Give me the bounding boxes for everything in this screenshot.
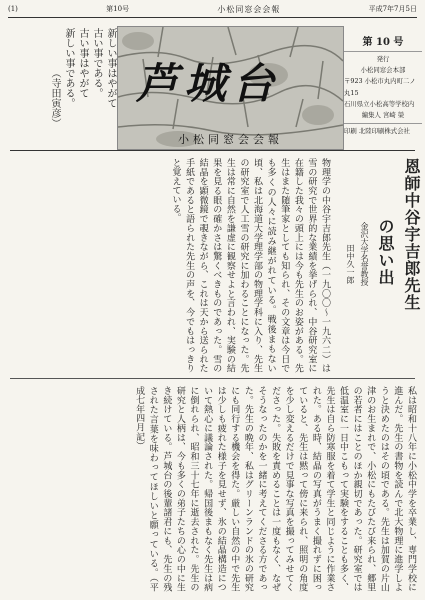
author-affiliation: 金沢大学名誉教授 (360, 222, 369, 286)
info-label-publish: 発行 (376, 55, 390, 63)
motto-line: 古い事はやがて (77, 28, 88, 98)
motto-line: 古い事である。 (91, 28, 102, 98)
running-header (8, 2, 417, 16)
paper-name: 小松同窓会会報 (217, 4, 281, 14)
divider (344, 51, 422, 52)
section-rule (10, 150, 415, 151)
masthead-subtitle: 小松同窓会会報 (178, 133, 283, 146)
publication-info (344, 36, 422, 137)
section-rule (10, 378, 415, 379)
info-issue: 第 10 号 (362, 37, 404, 48)
info-publisher: 小松同窓会本部 (360, 66, 406, 75)
masthead-photo (117, 26, 344, 150)
header-rule (8, 17, 417, 18)
motto-quote (49, 28, 116, 138)
article-title-line: の思い出 (376, 218, 395, 286)
info-address: 〒923 小松市丸内町二ノ丸15 (344, 77, 416, 97)
info-printer: 印刷 北陸印刷株式会社 (344, 127, 410, 136)
motto-line: 新しい事はやがて (105, 28, 116, 108)
page-number: (1) (8, 5, 18, 13)
author-name: 田中久一郎 (346, 244, 355, 284)
article-body-lower: 私は昭和十八年に小松中学を卒業し、専門学校に進んだ。先生の書物を読んで北大物理に進学しようと決めたのはその頃である。先生は加賀の片山津のお生まれで、小松にもたびたび来られ、郷里の若者にはことのほか親切であった。研究室では低温室に一日中こもって実験をすることも多く、先生は自ら防寒服を着て学生と同じように作業された。ある時、結晶の写真がうまく撮れずに困っていると、先生は黙って傍に来られ、照明の角度を少し変えるだけで見事な写真を撮ってみせてくださった。失敗を責めることは一度もなく、なぜそうなったのかを一緒に考えてくださる方であった。先生の晩年、私はグリーンランドの氷の研究にも同行する機会を得た。厳しい自然の中で先生は少しも疲れた様子を見せず、氷の結晶構造について熱心に議論された。帰国後まもなく先生は病に倒れられ、昭和三十七年に逝去された。先生の研究と人柄は、今も多くの弟子たちの心の中に生き続けている。芦城台の後輩諸君にも、先生の残された言葉を味わってほしいと願っている。（平成七年四月記） (134, 386, 416, 592)
article-title-line: 恩師中谷宇吉郎先生 (402, 158, 421, 311)
article-title (370, 158, 422, 358)
divider (344, 123, 422, 124)
issue-number: 第10号 (106, 5, 130, 13)
article-body-upper: 物理学の中谷宇吉郎先生（一九〇〇〜一九六二）は雪の研究で世界的な業績を挙げられ、中谷研究室に在籍した我々の頭上には今も先生のお姿がある。先生はまた随筆家としても知られ、その文章は今日でも多くの人々に読み継がれている。戦後まもない頃、私は北海道大学理学部の物理学科に入り、先生の研究室で人工雪の研究に加わることになった。先生は常に自然を謙虚に観察せよと言われ、実験の結果を見る眼の確かさは驚くべきものであった。雪の結晶を顕微鏡で覗きながら、これは天から送られた手紙であると語られた先生の声を、今でもはっきりと覚えている。 (170, 158, 330, 373)
info-editor: 編集人 宮崎 榮 (361, 111, 405, 120)
publication-date: 平成7年7月5日 (368, 5, 417, 13)
motto-line: 新しい事である。 (63, 28, 74, 108)
article-byline (334, 222, 370, 382)
masthead-logo: 芦城台 (136, 59, 281, 108)
info-school: 石川県立小松高等学校内 (344, 99, 415, 108)
motto-attribution: （寺田寅彦） (49, 68, 60, 128)
